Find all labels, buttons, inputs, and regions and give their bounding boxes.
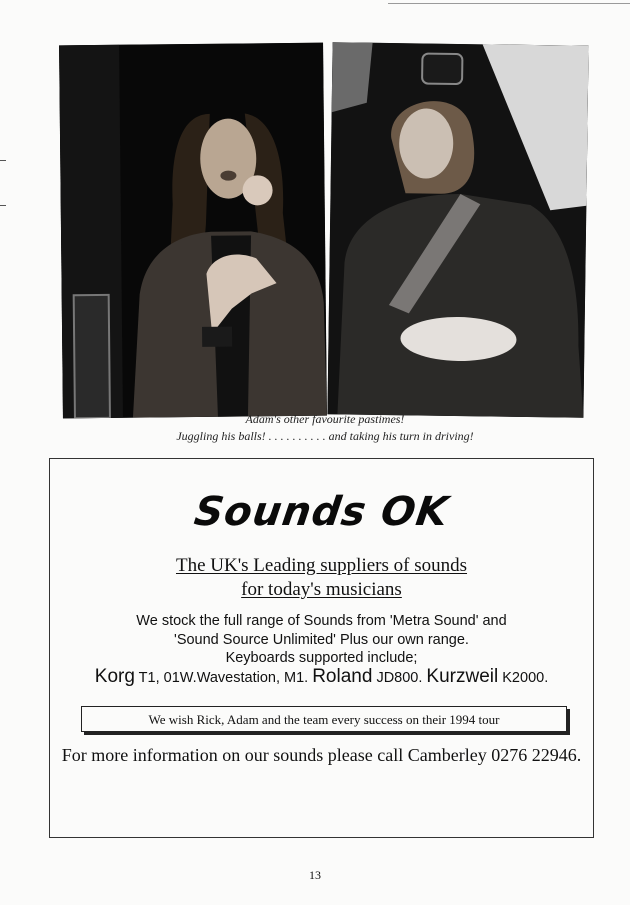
models-roland: JD800. [372, 670, 427, 686]
advert-tagline: The UK's Leading suppliers of sounds [175, 555, 468, 576]
photo-juggling [59, 43, 327, 419]
edge-mark [0, 160, 6, 161]
keyboard-list [50, 666, 593, 688]
photo-caption-detail: Juggling his balls! . . . . . . . . . . and taking his turn in driving! [176, 429, 474, 443]
tour-wish-text: We wish Rick, Adam and the team every success on their 1994 tour [148, 712, 500, 727]
advertisement-box [49, 458, 594, 838]
top-rule [388, 3, 630, 4]
advert-title: Sounds OK [191, 489, 452, 535]
photo-caption-heading: Adam's other favourite pastimes! [245, 412, 405, 426]
advert-body-text: We stock the full range of Sounds from 'Metra Sound' and [136, 613, 507, 629]
photo-sleeping [327, 42, 588, 418]
brand-roland: Roland [312, 666, 373, 687]
page-number: 13 [309, 868, 321, 882]
edge-mark [0, 205, 6, 206]
advert-body-text: 'Sound Source Unlimited' Plus our own range. [174, 632, 469, 648]
models-kurzweil: K2000. [498, 670, 549, 686]
advert-body-text: Keyboards supported include; [225, 650, 418, 666]
advert-tagline: for today's musicians [241, 579, 402, 600]
models-korg: T1, 01W.Wavestation, M1. [134, 670, 313, 686]
tour-wish-box [81, 706, 567, 732]
brand-korg: Korg [94, 666, 135, 687]
brand-kurzweil: Kurzweil [426, 666, 499, 687]
contact-info: For more information on our sounds please call Camberley 0276 22946. [61, 745, 582, 765]
